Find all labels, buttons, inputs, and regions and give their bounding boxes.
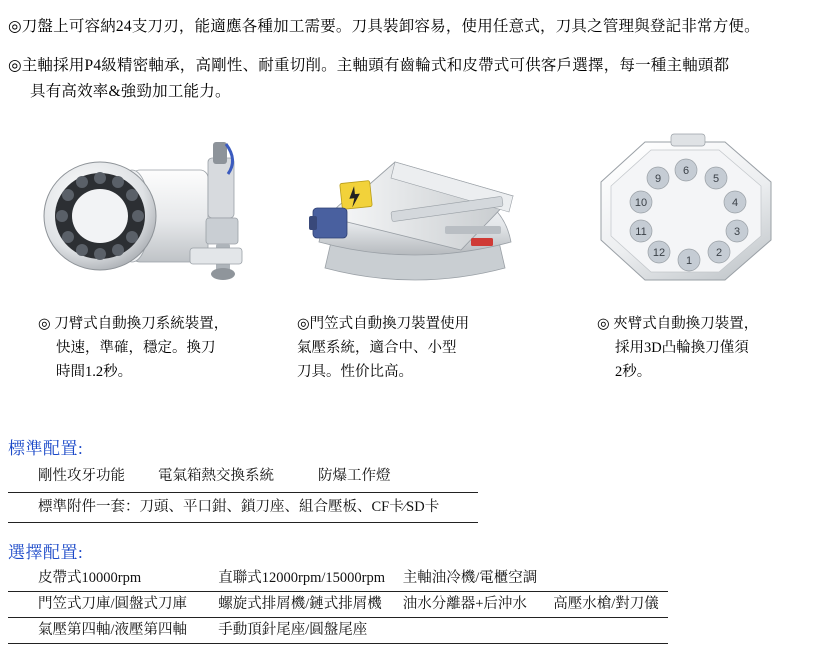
standard-item-heat-exchanger: 電氣箱熱交換系統 bbox=[158, 468, 274, 484]
optional-cell-r2c3: 油水分離器+后沖水 bbox=[403, 592, 554, 618]
gate-type-atc-photo bbox=[295, 130, 530, 290]
intro-bullet-2-line-2: 具有高效率&強勁加工能力。 bbox=[30, 83, 231, 100]
svg-text:9: 9 bbox=[654, 173, 662, 185]
svg-text:1: 1 bbox=[685, 255, 693, 267]
optional-cell-r2c2: 螺旋式排屑機/鏈式排屑機 bbox=[218, 592, 402, 618]
optional-cell-r3c2: 手動頂針尾座/圓盤尾座 bbox=[218, 618, 402, 644]
optional-config-title: 選擇配置: bbox=[8, 543, 84, 562]
optional-cell-r1c2: 直聯式12000rpm/15000rpm bbox=[218, 570, 386, 586]
optional-cell-r3c4 bbox=[553, 618, 668, 644]
photo-row bbox=[0, 130, 835, 310]
optional-cell-r2c4: 高壓水槍/對刀儀 bbox=[553, 592, 668, 618]
svg-text:11: 11 bbox=[635, 226, 647, 238]
intro-bullet-2-line-1: ◎主軸採用P4級精密軸承，高剛性、耐重切削。主軸頭有齒輪式和皮帶式可供客戶選擇，每一種主軸頭都 bbox=[8, 57, 730, 74]
caption-2-line-2: 氣壓系統，適合中、小型 bbox=[297, 340, 457, 356]
caption-arm-type bbox=[38, 312, 288, 384]
optional-cell-r1c3: 主軸油冷機/電櫃空調 bbox=[402, 570, 538, 586]
optional-cell-r3c3 bbox=[403, 618, 554, 644]
intro-bullet-1: ◎刀盤上可容納24支刀刃，能適應各種加工需要。刀具裝卸容易，使用任意式，刀具之管理與登記非常方便。 bbox=[8, 18, 760, 35]
standard-config-row-1 bbox=[8, 464, 608, 488]
caption-gate-type bbox=[297, 312, 532, 384]
caption-2-line-3: 刀具。性价比高。 bbox=[297, 364, 413, 380]
standard-accessory-set: 標準附件一套：刀頭、平口鉗、鎖刀座、組合壓板、CF卡∕SD卡 bbox=[8, 492, 478, 523]
svg-text:6: 6 bbox=[682, 165, 690, 177]
table-row bbox=[8, 592, 668, 618]
standard-config-list bbox=[8, 464, 608, 523]
svg-text:10: 10 bbox=[634, 197, 648, 209]
caption-3-line-3: 2秒。 bbox=[615, 364, 652, 380]
caption-1-line-3: 時間1.2秒。 bbox=[56, 364, 133, 380]
svg-text:3: 3 bbox=[733, 226, 741, 238]
standard-item-rigid-tapping: 剛性攻牙功能 bbox=[38, 468, 125, 484]
svg-text:2: 2 bbox=[715, 247, 723, 259]
optional-config-table bbox=[8, 566, 668, 644]
standard-config-title: 標準配置: bbox=[8, 439, 84, 458]
caption-3-line-2: 採用3D凸輪換刀僅須 bbox=[615, 340, 749, 356]
table-row bbox=[8, 566, 668, 592]
caption-1-line-2: 快速，準確，穩定。換刀 bbox=[56, 340, 216, 356]
optional-cell-r1c4 bbox=[553, 566, 668, 592]
optional-cell-r1c1: 皮帶式10000rpm bbox=[38, 570, 142, 586]
caption-2-line-1: ◎門笠式自動換刀裝置使用 bbox=[297, 316, 470, 332]
standard-item-work-lamp: 防爆工作燈 bbox=[318, 468, 391, 484]
svg-text:12: 12 bbox=[652, 247, 666, 259]
caption-1-line-1: ◎ 刀臂式自動換刀系統裝置， bbox=[38, 316, 229, 332]
table-row bbox=[8, 618, 668, 644]
caption-clamp-arm-type bbox=[597, 312, 817, 384]
intro-bullet-2 bbox=[8, 53, 828, 105]
optional-cell-r2c1: 門笠式刀庫/圓盤式刀庫 bbox=[8, 592, 218, 618]
svg-text:5: 5 bbox=[712, 173, 720, 185]
intro-section bbox=[8, 14, 828, 105]
clamp-arm-atc-photo bbox=[585, 130, 795, 290]
caption-3-line-1: ◎ 夾臂式自動換刀裝置， bbox=[597, 316, 759, 332]
svg-text:4: 4 bbox=[731, 197, 739, 209]
optional-cell-r3c1: 氣壓第四軸/液壓第四軸 bbox=[8, 618, 218, 644]
arm-type-atc-photo bbox=[40, 130, 270, 290]
